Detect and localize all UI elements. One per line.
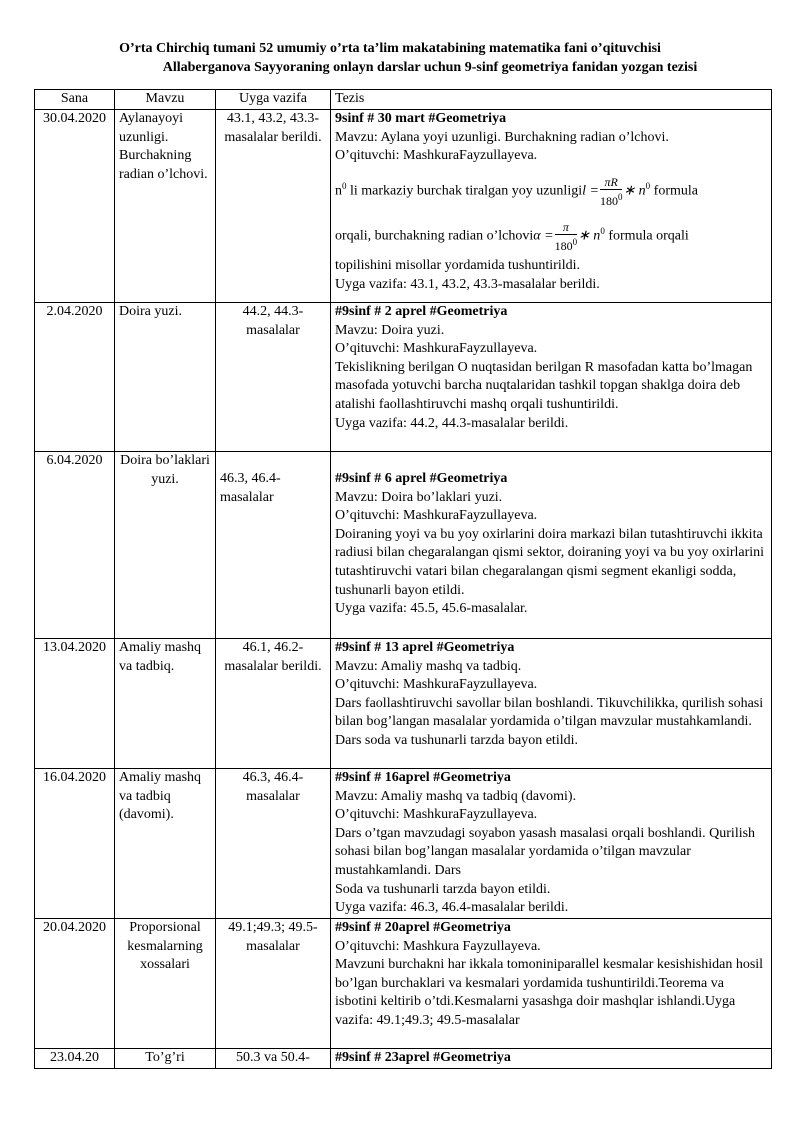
document-title-line1: O’rta Chirchiq tumani 52 umumiy o’rta ta’lim makatabining matematika fani o’qituvchisi bbox=[119, 41, 661, 56]
thesis-line: Tekislikning berilgan O nuqtasidan berilgan R masofadan katta bo’lmagan masofada yotuvchi barcha nuqtalaridan tashkil topgan shaklga doira deb atalishi faollashtiruvchi mashq orqali tushuntirildi. bbox=[335, 359, 753, 412]
row-date: 30.04.2020 bbox=[35, 110, 115, 303]
row-thesis bbox=[331, 1049, 772, 1069]
thesis-line: Mavzu: Doira bo’laklari yuzi. bbox=[335, 489, 503, 505]
formula-fraction bbox=[555, 220, 578, 253]
thesis-line: Dars faollashtiruvchi savollar bilan boshlandi. Tikuvchilikka, qurilish sohasi bilan bog’langan masalalar yordamida o’tilgan mavzular mustahkamlandi. Dars soda va tushunarli tarzda bayon etildi. bbox=[335, 695, 764, 748]
fraction-denominator: $180^0$ bbox=[554, 237, 578, 254]
formula-text: formula orqali bbox=[604, 229, 689, 245]
row-topic: Amaliy mashq va tadbiq (davomi). bbox=[115, 769, 216, 919]
header-topic: Mavzu bbox=[115, 90, 216, 110]
denominator-value: 180 bbox=[599, 193, 618, 208]
thesis-title: #9sinf # 23aprel #Geometriya bbox=[335, 1050, 511, 1065]
row-thesis bbox=[331, 769, 772, 919]
denominator-value: 180 bbox=[554, 239, 573, 254]
row-topic: Amaliy mashq va tadbiq. bbox=[115, 639, 216, 769]
thesis-line: Uyga vazifa: 43.1, 43.2, 43.3-masalalar berildi. bbox=[335, 276, 600, 292]
row-homework: 46.3, 46.4-masalalar bbox=[216, 769, 331, 919]
row-topic: Aylanayoyi uzunligi. Burchakning radian o’lchovi. bbox=[115, 110, 216, 303]
row-date: 20.04.2020 bbox=[35, 919, 115, 1049]
formula-lhs: α = bbox=[533, 229, 554, 245]
table-header-row bbox=[35, 90, 772, 110]
table-row bbox=[35, 769, 772, 919]
thesis-line: O’qituvchi: MashkuraFayzullayeva. bbox=[335, 148, 538, 164]
formula-text: n bbox=[335, 183, 342, 199]
formula-fraction bbox=[600, 175, 623, 208]
thesis-line: Doiraning yoyi va bu yoy oxirlarini doira markazi bilan tutashtiruvchi ikkita radiusi bilan chegaralangan qismi sektor, doiraning yoyi va bu yoy oxirlarini tutashtiruvchi vatari bilan chegaralangan qismi segment ekanligi sodda, tushunarli bayon etildi. bbox=[335, 526, 765, 598]
row-thesis bbox=[331, 639, 772, 769]
formula-text: formula bbox=[650, 183, 698, 199]
table-row bbox=[35, 1049, 772, 1069]
thesis-line: Mavzuni burchakni har ikkala tomoniniparallel kesmalar kesishishidan hosil bo’lgan burchaklari va kesmalari yordamida tushuntirildi.Teorema va isbotini keltirib o’tdi.Kesmalarni yasashga doir mashqlar ishlandi.Uyga vazifa: 49.1;49.3; 49.5-masalalar bbox=[335, 957, 764, 1028]
formula-tail: ∗ n bbox=[623, 183, 646, 199]
row-homework: 50.3 va 50.4- bbox=[216, 1049, 331, 1069]
row-homework: 43.1, 43.2, 43.3-masalalar berildi. bbox=[216, 110, 331, 303]
thesis-line: O’qituvchi: MashkuraFayzullayeva. bbox=[335, 677, 538, 693]
thesis-line: topilishini misollar yordamida tushuntirildi. bbox=[335, 258, 580, 274]
document-title-line2: Allaberganova Sayyoraning onlayn darslar uchun 9-sinf geometriya fanidan yozgan tezisi bbox=[162, 60, 698, 75]
row-date: 16.04.2020 bbox=[35, 769, 115, 919]
row-homework: 44.2, 44.3-masalalar bbox=[216, 303, 331, 452]
header-homework: Uyga vazifa bbox=[216, 90, 331, 110]
thesis-line: Mavzu: Amaliy mashq va tadbiq (davomi). bbox=[335, 788, 577, 804]
fraction-numerator: πR bbox=[600, 175, 623, 190]
table-row bbox=[35, 452, 772, 639]
thesis-line: O’qituvchi: Mashkura Fayzullayeva. bbox=[335, 938, 541, 954]
thesis-line: Mavzu: Aylana yoyi uzunligi. Burchakning radian o’lchovi. bbox=[335, 129, 669, 145]
thesis-line: Uyga vazifa: 45.5, 45.6-masalalar. bbox=[335, 601, 528, 617]
thesis-line: Uyga vazifa: 44.2, 44.3-masalalar berildi. bbox=[335, 415, 569, 431]
row-date: 13.04.2020 bbox=[35, 639, 115, 769]
row-thesis bbox=[331, 110, 772, 303]
thesis-title: #9sinf # 13 aprel #Geometriya bbox=[335, 640, 515, 655]
table-row bbox=[35, 303, 772, 452]
row-date: 23.04.20 bbox=[35, 1049, 115, 1069]
formula-text: li markaziy burchak tiralgan yoy uzunligi bbox=[346, 183, 583, 199]
formula-text: orqali, burchakning radian o’lchovi bbox=[335, 229, 534, 245]
header-date: Sana bbox=[35, 90, 115, 110]
formula-tail: ∗ n bbox=[578, 229, 601, 245]
row-topic: To’g’ri bbox=[115, 1049, 216, 1069]
row-homework: 46.3, 46.4-masalalar bbox=[216, 452, 331, 639]
thesis-line: Uyga vazifa: 46.3, 46.4-masalalar berildi. bbox=[335, 900, 569, 916]
lesson-table bbox=[34, 89, 772, 1069]
thesis-line: Mavzu: Doira yuzi. bbox=[335, 322, 445, 338]
row-thesis bbox=[331, 303, 772, 452]
table-row bbox=[35, 919, 772, 1049]
row-topic: Proporsional kesmalarning xossalari bbox=[115, 919, 216, 1049]
header-thesis: Tezis bbox=[331, 90, 772, 110]
row-homework: 49.1;49.3; 49.5-masalalar bbox=[216, 919, 331, 1049]
row-thesis bbox=[331, 452, 772, 639]
table-row bbox=[35, 110, 772, 303]
formula-radian: orqali, burchakning radian o’lchoviα = $\frac{\pi}{180^0}$ ∗ $n^0$ formula orqali bbox=[335, 220, 689, 254]
thesis-line: O’qituvchi: MashkuraFayzullayeva. bbox=[335, 341, 538, 357]
thesis-title: #9sinf # 6 aprel #Geometriya bbox=[335, 471, 508, 486]
thesis-title: #9sinf # 2 aprel #Geometriya bbox=[335, 304, 508, 319]
table-row bbox=[35, 639, 772, 769]
fraction-numerator: π bbox=[555, 220, 578, 235]
row-topic: Doira yuzi. bbox=[115, 303, 216, 452]
fraction-denominator: $180^0$ bbox=[599, 191, 623, 208]
thesis-title: #9sinf # 20aprel #Geometriya bbox=[335, 920, 511, 935]
row-date: 2.04.2020 bbox=[35, 303, 115, 452]
thesis-line: O’qituvchi: MashkuraFayzullayeva. bbox=[335, 508, 538, 524]
thesis-line: Mavzu: Amaliy mashq va tadbiq. bbox=[335, 658, 522, 674]
formula-arc-length: $n^0$ li markaziy burchak tiralgan yoy uzunligil = $\frac{\pi R}{180^0}$ ∗ $n^0$ formula bbox=[335, 174, 698, 208]
formula-lhs: l = bbox=[582, 183, 599, 199]
thesis-line: O’qituvchi: MashkuraFayzullayeva. bbox=[335, 807, 538, 823]
thesis-title: 9sinf # 30 mart #Geometriya bbox=[335, 111, 507, 126]
row-topic: Doira bo’laklari yuzi. bbox=[115, 452, 216, 639]
thesis-line: Dars o’tgan mavzudagi soyabon yasash masalasi orqali boshlandi. Qurilish sohasi bilan bog’langan masalalar yordamida o’tilgan mavzular mustahkamlandi. Dars bbox=[335, 825, 756, 878]
row-thesis bbox=[331, 919, 772, 1049]
row-homework: 46.1, 46.2-masalalar berildi. bbox=[216, 639, 331, 769]
thesis-line: Soda va tushunarli tarzda bayon etildi. bbox=[335, 881, 551, 897]
thesis-title: #9sinf # 16aprel #Geometriya bbox=[335, 770, 511, 785]
row-date: 6.04.2020 bbox=[35, 452, 115, 639]
